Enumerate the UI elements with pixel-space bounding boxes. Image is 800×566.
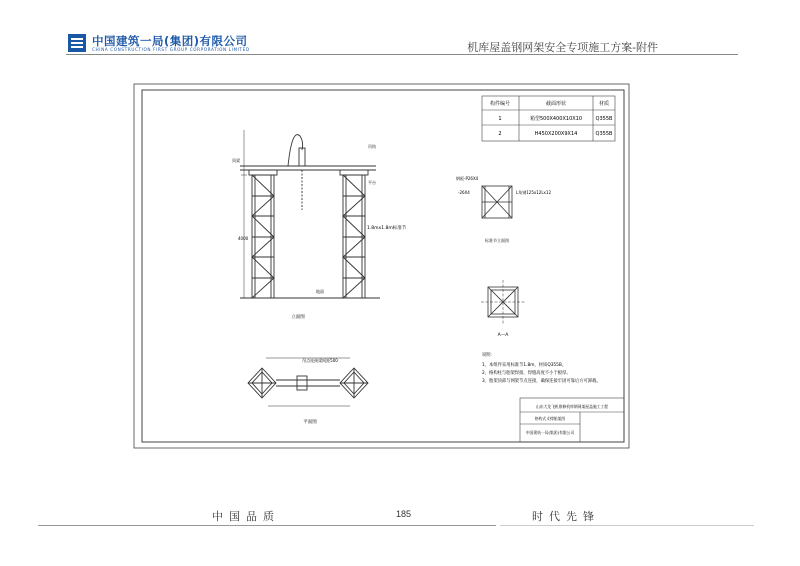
caption-elevation: 立面图 <box>291 315 305 320</box>
note-line: 3、胎架顶部与网架节点连接，确保连接牢固可靠后方可卸载。 <box>482 379 601 384</box>
footer-slogan-left: 中国品质 <box>212 510 280 523</box>
label-standard-section: 1.8mx1.8m标准节 <box>367 226 407 231</box>
table-cell: 2 <box>498 131 502 137</box>
table-cell: Q355B <box>595 131 613 137</box>
label-platform: 平台 <box>368 180 376 185</box>
standard-section-detail <box>482 186 512 218</box>
label-top-beam: 顶梁 <box>232 158 240 163</box>
caption-plan: 平面图 <box>303 420 317 425</box>
document-title: 机库屋盖钢网架安全专项施工方案-附件 <box>467 41 658 54</box>
sheet-outer-border <box>134 84 629 448</box>
notes-heading: 说明： <box>482 353 495 358</box>
caption-section-aa: A—A <box>497 333 509 338</box>
company-name: 中国建筑一局(集团)有限公司 <box>92 34 248 48</box>
caption-node-detail: 标准节立面图 <box>485 238 509 243</box>
company-name-en: CHINA CONSTRUCTION FIRST GROUP CORPORATION LIMITED <box>92 47 250 52</box>
note-line: 2、格构柱与胎架焊接，焊缝高度不小于板厚。 <box>482 371 571 376</box>
label-angle: L角钢125x12Lx12 <box>516 190 552 195</box>
table-cell: H450X200X9X14 <box>534 131 578 137</box>
section-aa <box>481 280 525 324</box>
label-hook: 吊钩 <box>368 144 376 149</box>
sheet-inner-border <box>142 90 624 442</box>
label-plan-note: 吊点连接梁间距500 <box>302 358 338 363</box>
table-header: 构件编号 <box>489 101 511 107</box>
title-block-drawing-name: 格构式支撑胎架图 <box>534 416 566 421</box>
title-block-project: 山东大龙飞机维修机库钢网架屋盖施工工程 <box>535 404 609 409</box>
label-ground: 地面 <box>316 289 324 294</box>
table-cell: Q355B <box>595 116 613 122</box>
footer-slogan-right: 时代先锋 <box>532 510 600 523</box>
plan-view <box>248 358 368 406</box>
table-header: 截面形状 <box>545 101 567 107</box>
page-number: 185 <box>396 509 412 519</box>
label-flat-bar-2: -26X4 <box>458 190 470 195</box>
label-flat-bar: 钢板-P26X4 <box>456 176 479 181</box>
footer-divider <box>38 525 496 526</box>
note-line: 1、本组件采用标准节1.8m，材质Q355B。 <box>482 363 567 368</box>
table-cell: 箱型500X400X10X10 <box>529 116 583 122</box>
height-dimension: 4000 <box>238 236 249 241</box>
table-header: 材质 <box>598 101 610 107</box>
table-cell: 1 <box>498 116 502 122</box>
title-block-company: 中国建筑一局(集团)有限公司 <box>525 430 575 435</box>
footer-divider-right <box>500 525 754 526</box>
elevation-view <box>240 130 380 298</box>
